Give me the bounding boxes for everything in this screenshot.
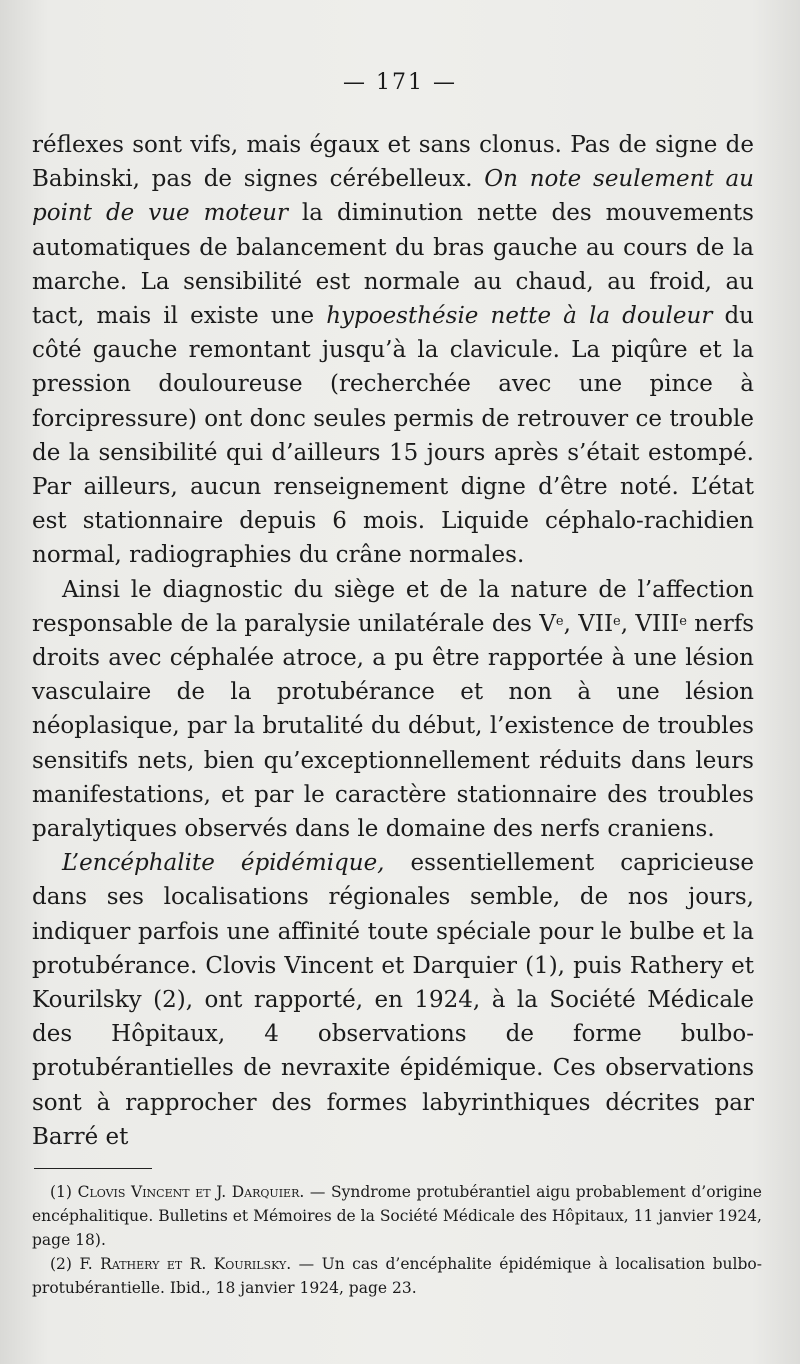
paragraph-1-italic-b: hypoesthésie nette à la douleur bbox=[326, 303, 713, 330]
paragraph-1-italic-a: On note seulement au point de vue moteur bbox=[32, 166, 754, 227]
paragraph-2-text-b: , VII bbox=[563, 610, 614, 637]
superscript: e bbox=[613, 613, 621, 629]
footnote-1 bbox=[32, 1180, 762, 1252]
paragraph-1-text-a: réflexes sont vifs, mais égaux et sans clonus. Pas de signe de Babinski, pas de signes cérébelleux. bbox=[32, 132, 754, 193]
footnote-text: — Syndrome protubérantiel aigu probablement d’origine encéphalitique. Bulletins et Mémoires de la Société Médicale des Hôpitaux, 11 janvier 1924, page 18). bbox=[32, 1183, 762, 1249]
page-number: — 171 — bbox=[343, 70, 457, 95]
paragraph-1 bbox=[32, 128, 754, 573]
paragraph-3-text: essentiellement capricieuse dans ses localisations régionales semble, de nos jours, indiquer parfois une affinité toute spéciale pour le bulbe et la protubérance. Clovis Vincent et Darquier (1), puis Rathery et Kourilsky (2), ont rapporté, en 1924, à la Société Médicale des Hôpitaux, 4 observations de forme bulbo-protubérantielles de nevraxite épidémique. Ces observations sont à rapprocher des formes labyrinthiques décrites par Barré et bbox=[32, 850, 754, 1150]
footnotes bbox=[32, 1180, 762, 1300]
paragraph-2-text-d: nerfs droits avec céphalée atroce, a pu être rapportée à une lésion vasculaire de la protubérance et non à une lésion néoplasique, par la brutalité du début, l’existence de troubles sensitifs nets, bien qu’exceptionnellement réduits dans leurs manifestations, et par le caractère stationnaire des troubles paralytiques observés dans le domaine des nerfs craniens. bbox=[32, 610, 755, 843]
footnote-2 bbox=[32, 1252, 762, 1300]
superscript: e bbox=[679, 613, 687, 629]
paragraph-3-italic: L’encéphalite épidémique, bbox=[62, 850, 385, 877]
footnote-number: (2) bbox=[50, 1255, 80, 1273]
paragraph-1-text-b: la diminution nette des mouvements automatiques de balancement du bras gauche au cours de la marche. La sensibilité est normale au chaud, au froid, au tact, mais il existe une bbox=[32, 200, 754, 330]
paragraph-2-text-c: , VIII bbox=[620, 610, 680, 637]
paragraph-3 bbox=[32, 846, 754, 1154]
paragraph-2-text-a: Ainsi le diagnostic du siège et de la nature de l’affection responsable de la paralysie unilatérale des V bbox=[32, 576, 754, 637]
footnote-authors: F. Rathery et R. Kourilsky. bbox=[79, 1255, 292, 1273]
footnote-number: (1) bbox=[50, 1183, 78, 1201]
superscript: e bbox=[555, 613, 564, 629]
body-text bbox=[32, 128, 754, 1154]
footnote-separator bbox=[34, 1168, 152, 1169]
paragraph-2 bbox=[32, 573, 754, 847]
paragraph-1-text-c: du côté gauche remontant jusqu’à la clavicule. La piqûre et la pression douloureuse (recherchée avec une pince à forcipressure) ont donc seules permis de retrouver ce trouble de la sensibilité qui d’ailleurs 15 jours après s’était estompé. Par ailleurs, aucun renseignement digne d’être noté. L’état est stationnaire depuis 6 mois. Liquide céphalo-rachidien normal, radiographies du crâne normales. bbox=[32, 303, 754, 569]
footnote-authors: Clovis Vincent et J. Darquier. bbox=[77, 1183, 305, 1201]
footnote-text: — Un cas d’encéphalite épidémique à localisation bulbo-protubérantielle. Ibid., 18 janvier 1924, page 23. bbox=[32, 1255, 762, 1297]
